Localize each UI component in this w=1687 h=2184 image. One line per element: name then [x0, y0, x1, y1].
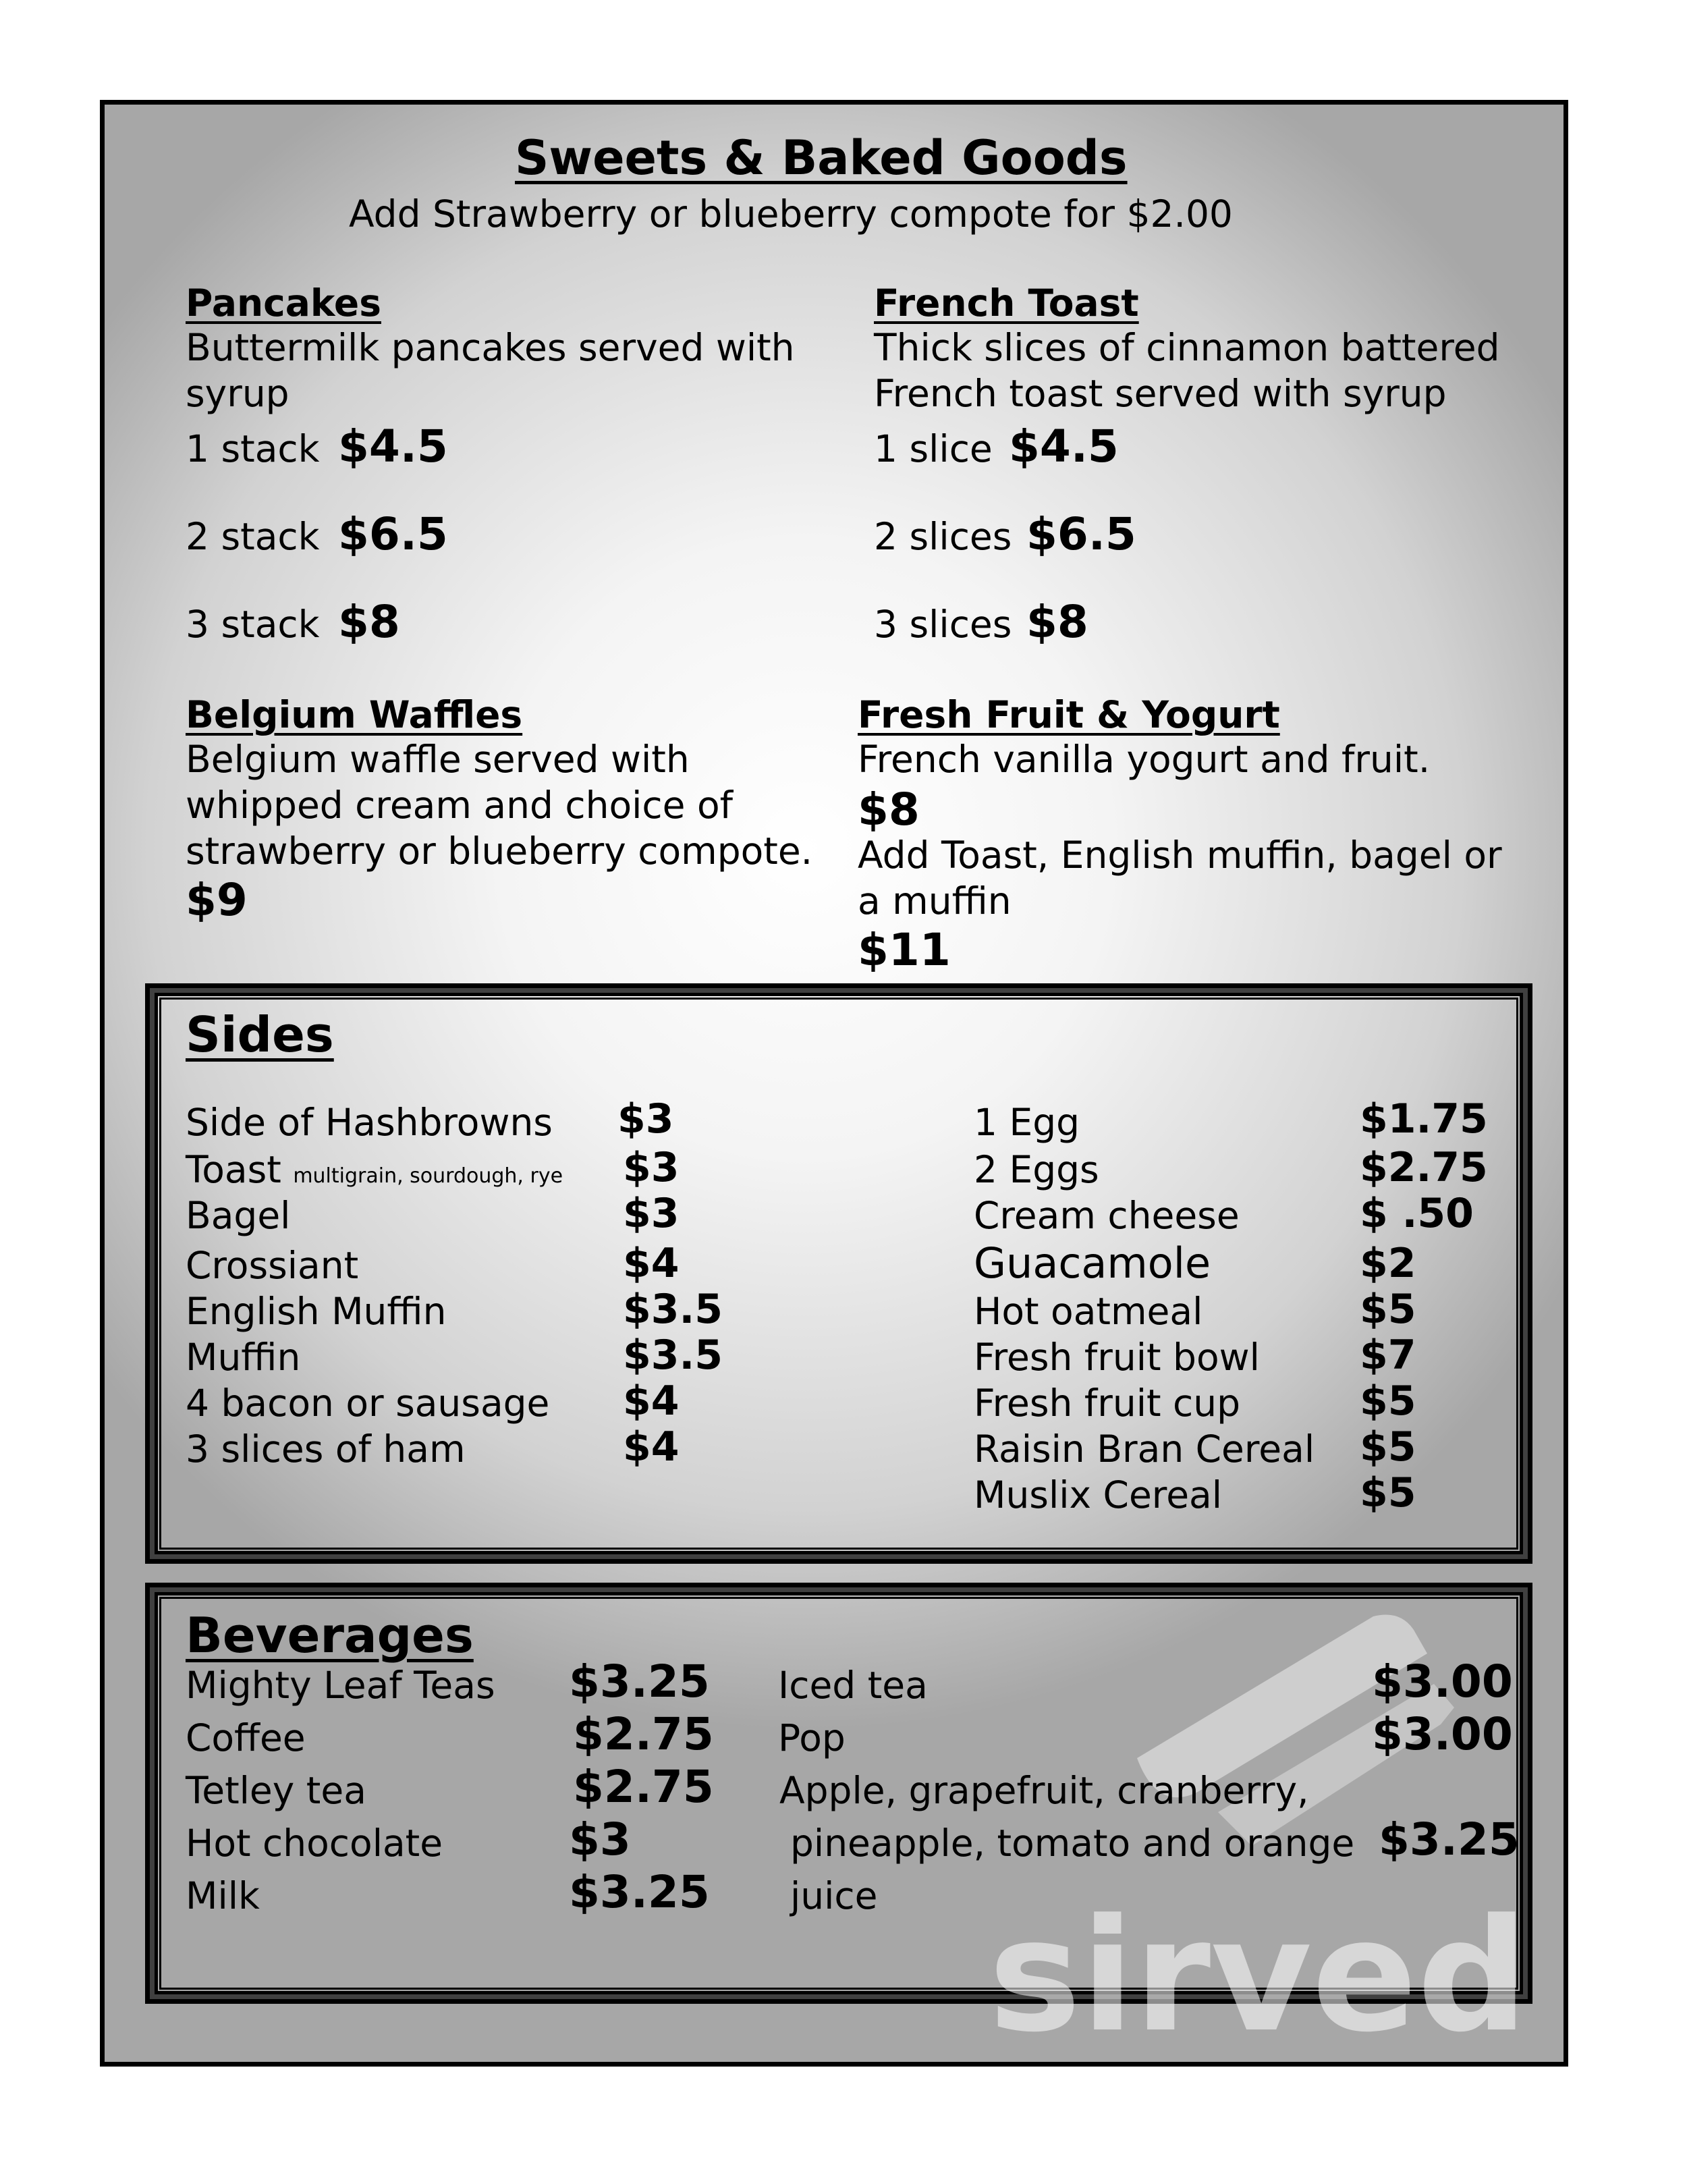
- fruit-yogurt-heading: Fresh Fruit & Yogurt: [858, 693, 1280, 736]
- side-item-label: Cream cheese: [974, 1194, 1240, 1237]
- beverage-item-price: $3.00: [1372, 1656, 1513, 1708]
- beverage-item-price: $3.25: [569, 1656, 710, 1708]
- french-toast-desc-line2: French toast served with syrup: [874, 372, 1447, 415]
- waffles-desc-line1: Belgium waffle served with: [186, 738, 690, 781]
- page-subtitle: Add Strawberry or blueberry compote for $2.00: [349, 192, 1233, 236]
- side-item-label-text: Toast: [186, 1148, 281, 1191]
- side-item-label: Crossiant: [186, 1244, 359, 1287]
- pancakes-option-price: $4.5: [338, 420, 448, 472]
- pancakes-option-label: 1 stack: [186, 427, 320, 470]
- french-toast-heading: French Toast: [874, 281, 1139, 325]
- pancakes-option-price: $6.5: [338, 508, 448, 560]
- french-toast-option-price: $4.5: [1009, 420, 1119, 472]
- side-item-price: $3.5: [623, 1286, 723, 1333]
- side-item-label: Side of Hashbrowns: [186, 1101, 553, 1144]
- side-item-price: $ .50: [1360, 1190, 1474, 1237]
- side-item-label: 1 Egg: [974, 1101, 1080, 1144]
- fruit-yogurt-desc: French vanilla yogurt and fruit.: [858, 738, 1431, 781]
- beverage-item-label: Coffee: [186, 1716, 306, 1759]
- side-item-price: $5: [1360, 1286, 1416, 1333]
- pancakes-option-label: 3 stack: [186, 603, 320, 646]
- side-item-label: Muffin: [186, 1336, 301, 1379]
- side-item-label: English Muffin: [186, 1290, 447, 1333]
- side-item-price: $2: [1360, 1240, 1416, 1287]
- beverage-item-label: Hot chocolate: [186, 1822, 443, 1865]
- side-item-label: Fresh fruit bowl: [974, 1336, 1260, 1379]
- side-item-label: 2 Eggs: [974, 1148, 1099, 1191]
- side-item-price: $4: [623, 1377, 680, 1425]
- pancakes-heading: Pancakes: [186, 281, 381, 325]
- fruit-yogurt-add-line2: a muffin: [858, 879, 1012, 923]
- side-item-price: $5: [1360, 1469, 1416, 1517]
- pancakes-desc-line1: Buttermilk pancakes served with: [186, 326, 795, 369]
- side-item-label: Guacamole: [974, 1238, 1211, 1288]
- side-item-price: $4: [623, 1423, 680, 1471]
- french-toast-option-label: 2 slices: [874, 515, 1012, 558]
- side-item-price: $1.75: [1360, 1095, 1488, 1143]
- side-item-price: $7: [1360, 1332, 1416, 1379]
- waffles-desc-line3: strawberry or blueberry compote.: [186, 829, 813, 873]
- beverage-item-price: $2.75: [573, 1761, 714, 1813]
- fruit-yogurt-price: $8: [858, 784, 920, 836]
- beverage-item-price: $3.00: [1372, 1708, 1513, 1760]
- fruit-yogurt-add-price: $11: [858, 924, 951, 976]
- waffles-heading: Belgium Waffles: [186, 693, 523, 736]
- page-title: Sweets & Baked Goods: [515, 130, 1128, 186]
- beverage-item-price: $3: [569, 1813, 631, 1865]
- beverage-item-price: $2.75: [573, 1708, 714, 1760]
- menu-page: [100, 100, 1568, 2067]
- beverage-item-price: $3.25: [569, 1866, 710, 1918]
- side-item-label: 3 slices of ham: [186, 1427, 466, 1471]
- side-item-price: $5: [1360, 1423, 1416, 1471]
- waffles-desc-line2: whipped cream and choice of: [186, 784, 733, 827]
- beverage-item-label: Tetley tea: [186, 1769, 366, 1812]
- side-item-price: $5: [1360, 1377, 1416, 1425]
- side-item-price: $3: [617, 1095, 674, 1143]
- side-item-price: $4: [623, 1240, 680, 1287]
- french-toast-option-label: 3 slices: [874, 603, 1012, 646]
- side-item-label: Raisin Bran Cereal: [974, 1427, 1315, 1471]
- beverage-item-label: Milk: [186, 1874, 260, 1917]
- beverage-item-label: Mighty Leaf Teas: [186, 1664, 495, 1707]
- french-toast-option-price: $8: [1026, 596, 1088, 648]
- french-toast-option-price: $6.5: [1026, 508, 1136, 560]
- juice-price: $3.25: [1379, 1813, 1520, 1865]
- side-item-price: $3: [623, 1190, 680, 1237]
- watermark-text: sirved: [989, 1886, 1528, 2067]
- pancakes-option-price: $8: [338, 596, 400, 648]
- side-item-label: Muslix Cereal: [974, 1473, 1223, 1517]
- french-toast-desc-line1: Thick slices of cinnamon battered: [874, 326, 1500, 369]
- beverages-heading: Beverages: [186, 1607, 474, 1664]
- juice-desc-line2: pineapple, tomato and orange: [790, 1822, 1355, 1865]
- side-item-label: Fresh fruit cup: [974, 1382, 1241, 1425]
- juice-desc-line3: juice: [790, 1874, 878, 1917]
- side-item-price: $3: [623, 1144, 680, 1191]
- sides-heading: Sides: [186, 1006, 334, 1063]
- fruit-yogurt-add-line1: Add Toast, English muffin, bagel or: [858, 834, 1502, 877]
- waffles-price: $9: [186, 874, 248, 926]
- side-item-label: 4 bacon or sausage: [186, 1382, 550, 1425]
- juice-desc-line1: Apple, grapefruit, cranberry,: [779, 1769, 1309, 1812]
- beverage-item-label: Pop: [778, 1716, 846, 1759]
- side-item-label: Hot oatmeal: [974, 1290, 1203, 1333]
- beverage-item-label: Iced tea: [778, 1664, 928, 1707]
- side-item-price: $3.5: [623, 1332, 723, 1379]
- side-item-price: $2.75: [1360, 1144, 1488, 1191]
- side-item-label: [186, 1148, 563, 1191]
- pancakes-desc-line2: syrup: [186, 372, 289, 415]
- side-item-note: multigrain, sourdough, rye: [293, 1164, 563, 1188]
- pancakes-option-label: 2 stack: [186, 515, 320, 558]
- side-item-label: Bagel: [186, 1194, 291, 1237]
- french-toast-option-label: 1 slice: [874, 427, 993, 470]
